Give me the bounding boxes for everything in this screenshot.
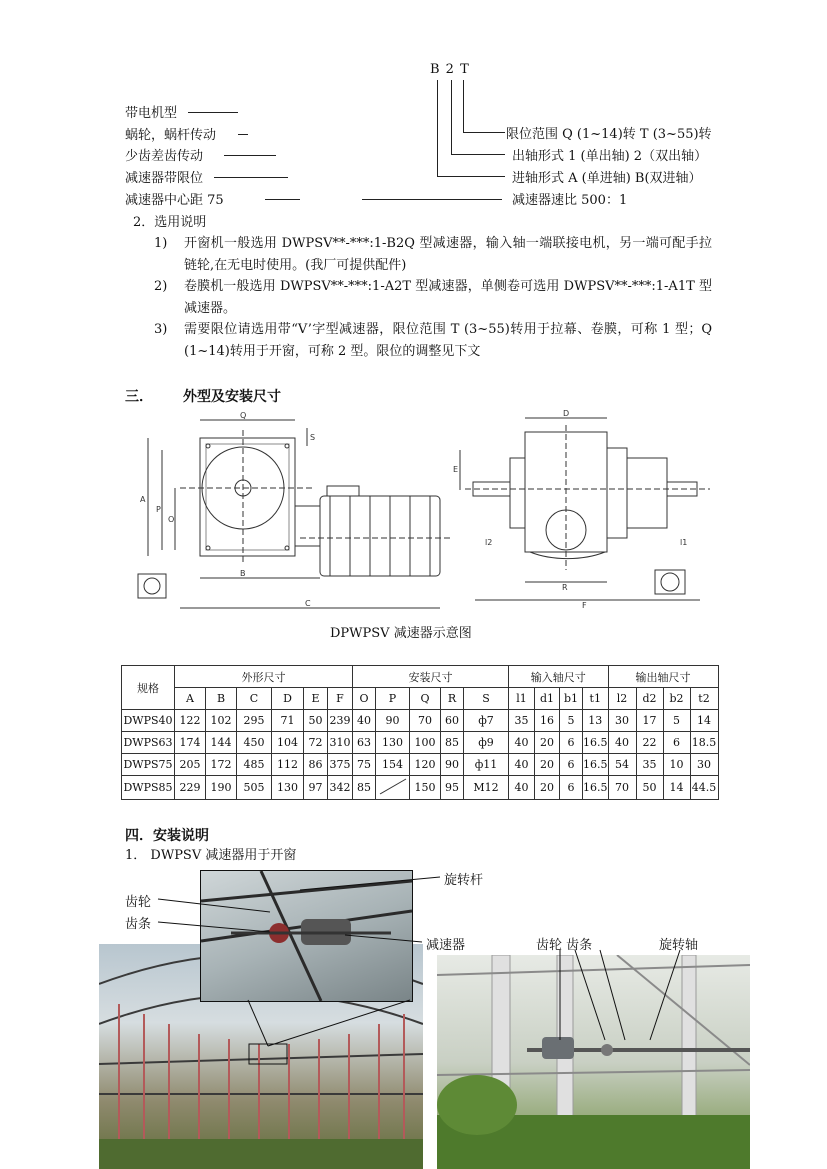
column-header: F [328,688,353,710]
section-3-title: 外型及安装尺寸 [183,389,281,405]
table-cell: 342 [328,776,353,800]
group-header: 输出轴尺寸 [608,666,718,688]
table-cell: 54 [608,754,636,776]
code-left-3: 少齿差齿传动 [125,149,204,164]
table-cell: 13 [583,710,609,732]
row-spec: DWPS85 [122,776,175,800]
column-header: t1 [583,688,609,710]
table-cell: 90 [441,754,464,776]
table-cell: 20 [535,776,560,800]
item-number: 3) [154,322,168,337]
dim-label: F [582,601,587,610]
table-cell: 44.5 [690,776,718,800]
table-cell: 16.5 [583,754,609,776]
table-cell: 6 [560,776,583,800]
dim-label: E [453,465,459,474]
code-right-1: 限位范围 Q (1~14)转 T (3~55)转 [506,127,712,142]
group-header: 输入轴尺寸 [509,666,609,688]
column-header: b1 [560,688,583,710]
code-header: B 2 T [430,62,470,77]
table-cell: 6 [560,754,583,776]
code-left-2: 蜗轮，蜗杆传动 [125,128,217,143]
table-cell: 17 [636,710,663,732]
table-cell: 112 [272,754,304,776]
table-cell: 18.5 [690,732,718,754]
table-cell: 485 [237,754,272,776]
item-text: 需要限位请选用带“V’字型减速器，限位范围 T (3~55)转用于拉幕、卷膜，可称 1 型；Q (1~14)转用于开窗，可称 2 型。限位的调整见下文 [184,322,712,359]
table-cell: 122 [175,710,206,732]
table-cell: 85 [353,776,376,800]
table-cell: 50 [304,710,328,732]
table-cell: 375 [328,754,353,776]
column-header: E [304,688,328,710]
table-cell: 205 [175,754,206,776]
table-cell: 72 [304,732,328,754]
dim-label: A [140,495,146,504]
table-cell: 35 [509,710,535,732]
spec-header: 规格 [122,666,175,710]
item-text: 开窗机一般选用 DWPSV**-***:1-B2Q 型减速器，输入轴一端联接电机，另一端可配手拉链轮,在无电时使用。(我厂可提供配件) [184,236,712,273]
column-header: d1 [535,688,560,710]
table-cell: 20 [535,754,560,776]
table-cell: 85 [441,732,464,754]
table-cell: ф7 [464,710,509,732]
code-right-4: 减速器速比 500：1 [512,193,628,208]
label-gear-rack: 齿轮 齿条 [536,938,593,953]
table-cell: 450 [237,732,272,754]
table-cell: 90 [376,710,410,732]
column-header: Q [410,688,441,710]
column-header: S [464,688,509,710]
table-cell: 14 [690,710,718,732]
table-cell: 174 [175,732,206,754]
code-right-3: 进轴形式 A (单进轴) B(双进轴） [512,171,702,186]
table-cell: 102 [206,710,237,732]
column-header: l2 [608,688,636,710]
table-cell: 86 [304,754,328,776]
table-cell: 6 [663,732,690,754]
dim-label: C [305,599,311,608]
table-cell: 130 [272,776,304,800]
row-spec: DWPS63 [122,732,175,754]
column-header: O [353,688,376,710]
label-rack: 齿条 [125,917,152,932]
table-cell: 22 [636,732,663,754]
item-number: 2) [154,279,168,294]
table-cell: 505 [237,776,272,800]
section-4-title: 四．安装说明 [125,828,209,844]
table-cell: 70 [608,776,636,800]
table-cell: 16.5 [583,776,609,800]
selection-heading: 2．选用说明 [133,215,207,230]
item-number: 1) [154,236,168,251]
column-header: P [376,688,410,710]
table-cell: 71 [272,710,304,732]
table-cell: 63 [353,732,376,754]
column-header: d2 [636,688,663,710]
table-cell: 6 [560,732,583,754]
code-left-5: 减速器中心距 75 [125,193,224,208]
dim-label: B [240,569,246,578]
code-right-2: 出轴形式 1 (单出轴) 2（双出轴） [512,149,708,164]
table-cell: 5 [663,710,690,732]
label-rotating-shaft: 旋转轴 [659,938,699,953]
table-cell: 100 [410,732,441,754]
table-cell: 14 [663,776,690,800]
table-cell: 239 [328,710,353,732]
group-header: 安装尺寸 [353,666,509,688]
table-cell: M12 [464,776,509,800]
dim-label: S [310,433,316,442]
column-header: b2 [663,688,690,710]
table-cell: 150 [410,776,441,800]
group-header: 外形尺寸 [175,666,353,688]
dim-label: R [562,583,568,592]
table-cell: ф9 [464,732,509,754]
column-header: D [272,688,304,710]
label-rotating-rod: 旋转杆 [444,873,484,888]
table-cell: 70 [410,710,441,732]
table-cell: 40 [509,776,535,800]
table-cell: 75 [353,754,376,776]
section-3-number: 三． [125,389,153,405]
table-cell: 16.5 [583,732,609,754]
column-header: R [441,688,464,710]
table-cell: 30 [608,710,636,732]
table-cell: 35 [636,754,663,776]
dim-label: D [563,410,570,418]
table-cell: 40 [608,732,636,754]
table-cell: 60 [441,710,464,732]
drawing-caption: DPWPSV 减速器示意图 [330,626,472,641]
table-cell: 104 [272,732,304,754]
dim-label: Q [240,411,247,420]
table-cell: 190 [206,776,237,800]
column-header: l1 [509,688,535,710]
dim-label: P [156,505,161,514]
table-cell: 97 [304,776,328,800]
table-cell: 172 [206,754,237,776]
table-cell: 40 [509,754,535,776]
table-cell: 20 [535,732,560,754]
table-cell: 16 [535,710,560,732]
table-cell: 229 [175,776,206,800]
label-reducer: 减速器 [426,938,466,953]
table-cell: 295 [237,710,272,732]
dim-label: O [168,515,175,524]
table-cell: 95 [441,776,464,800]
table-cell: 40 [509,732,535,754]
code-left-4: 减速器带限位 [125,171,204,186]
code-left-1: 带电机型 [125,106,178,121]
table-cell: 30 [690,754,718,776]
dim-label: l2 [485,538,493,547]
table-cell: 144 [206,732,237,754]
table-cell: ф11 [464,754,509,776]
column-header: t2 [690,688,718,710]
column-header: B [206,688,237,710]
row-spec: DWPS40 [122,710,175,732]
table-cell: 310 [328,732,353,754]
item-text: 卷膜机一般选用 DWPSV**-***:1-A2T 型减速器，单侧卷可选用 DWPSV**-***:1-A1T 型减速器。 [184,279,712,316]
column-header: A [175,688,206,710]
table-cell: 154 [376,754,410,776]
section-4-sub: 1． DWPSV 减速器用于开窗 [125,848,297,863]
table-cell: 50 [636,776,663,800]
column-header: C [237,688,272,710]
dim-label: l1 [680,538,688,547]
table-cell: 130 [376,732,410,754]
table-cell: 10 [663,754,690,776]
table-cell: 40 [353,710,376,732]
table-cell: 120 [410,754,441,776]
row-spec: DWPS75 [122,754,175,776]
label-gear: 齿轮 [125,895,152,910]
table-cell: 5 [560,710,583,732]
